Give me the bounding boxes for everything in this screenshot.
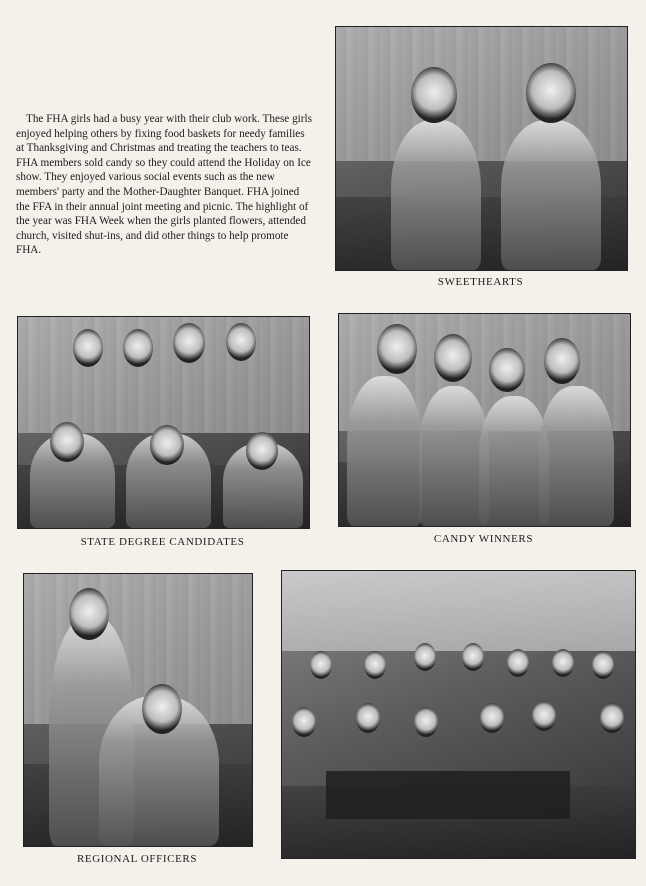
regional-officers-caption: REGIONAL OFFICERS [76, 853, 198, 865]
candy-winners-photo [338, 313, 631, 527]
sweethearts-photo [335, 26, 628, 271]
sweethearts-caption: SWEETHEARTS [437, 276, 524, 288]
candy-winners-caption: CANDY WINNERS [433, 533, 534, 545]
state-degree-candidates-photo [17, 316, 310, 529]
state-degree-candidates-caption: STATE DEGREE CANDIDATES [80, 536, 245, 548]
group-photo [281, 570, 636, 859]
article-text: The FHA girls had a busy year with their club work. These girls enjoyed helping others by fixing food baskets for needy families at Thanksgiving and Christmas and treating the teachers to teas. FHA members sold candy so they could attend the Holiday on Ice show. They enjoyed various social events such as the new members' party and the Mother-Daughter Banquet. FHA joined the FFA in their annual joint meeting and picnic. The highlight of the year was FHA Week when the girls planted flowers, attended church, visited shut-ins, and did other things to help promote FHA. [16, 113, 312, 257]
regional-officers-photo [23, 573, 253, 847]
